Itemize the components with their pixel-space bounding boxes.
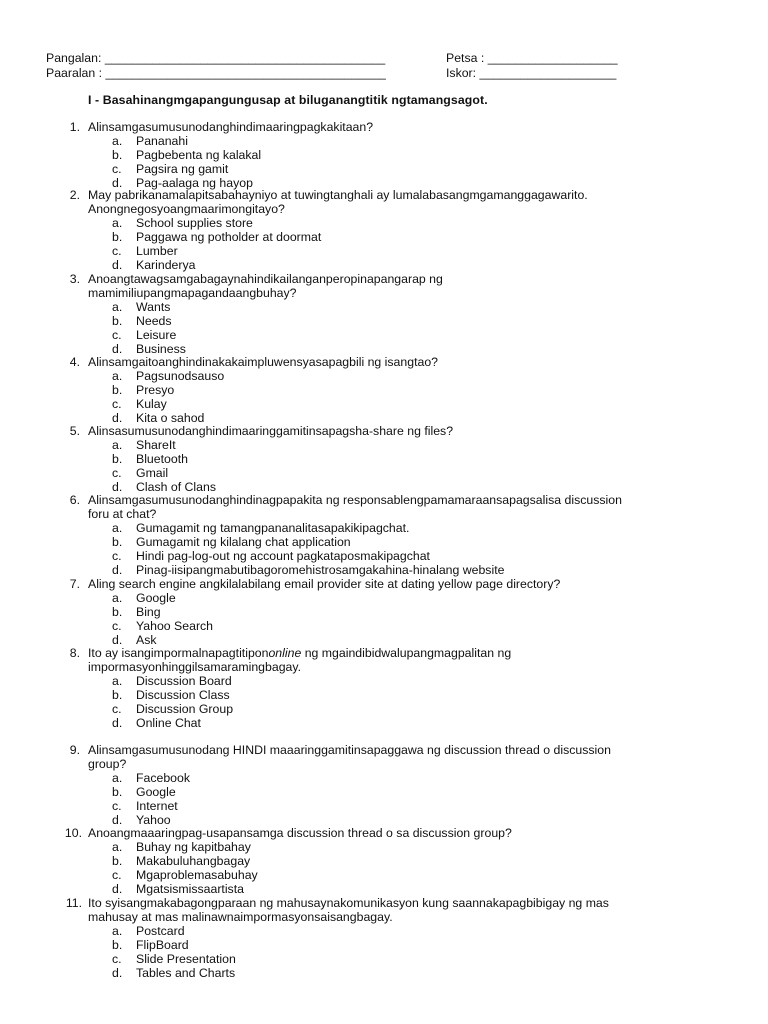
option-text: Discussion Class: [136, 688, 230, 702]
question-text-italic: online: [268, 646, 302, 660]
option-text: School supplies store: [136, 216, 253, 230]
answer-option[interactable]: [112, 480, 216, 494]
option-text: Slide Presentation: [136, 952, 236, 966]
option-letter: a.: [112, 840, 123, 854]
score-blank[interactable]: ____________________: [479, 66, 617, 80]
answer-option[interactable]: [112, 466, 168, 480]
option-letter: d.: [112, 882, 123, 896]
answer-option[interactable]: [112, 134, 188, 148]
option-text: Makabuluhangbagay: [136, 854, 251, 868]
answer-option[interactable]: [112, 771, 190, 785]
option-text: Buhay ng kapitbahay: [136, 840, 251, 854]
answer-option[interactable]: [112, 521, 409, 535]
question-text-part: Ito ay isangimpormalnapagtitipon: [88, 646, 269, 660]
option-text: Business: [136, 342, 186, 356]
option-text: Kita o sahod: [136, 411, 205, 425]
name-blank[interactable]: _________________________________________: [104, 51, 386, 65]
answer-option[interactable]: [112, 535, 351, 549]
answer-option[interactable]: [112, 549, 430, 563]
question-text: impormasyonhinggilsamaramingbagay.: [88, 660, 302, 674]
answer-option[interactable]: [112, 882, 244, 896]
answer-option[interactable]: [112, 369, 224, 383]
answer-option[interactable]: [112, 438, 176, 452]
option-text: Discussion Group: [136, 702, 234, 716]
answer-option[interactable]: [112, 840, 251, 854]
question-text: [88, 646, 511, 660]
option-letter: a.: [112, 369, 123, 383]
answer-option[interactable]: [112, 702, 233, 716]
option-text: Gmail: [136, 466, 169, 480]
option-text: Bing: [136, 605, 161, 619]
option-letter: d.: [112, 633, 123, 647]
option-text: Mgatsismissaartista: [136, 882, 244, 896]
answer-option[interactable]: [112, 966, 235, 980]
date-row: [446, 51, 618, 65]
option-letter: d.: [112, 258, 123, 272]
instructions-heading: I - Basahinangmgapangungusap at biluganangtitik ngtamangsagot.: [88, 93, 488, 107]
option-text: Mgaproblemasabuhay: [136, 868, 258, 882]
option-text: Discussion Board: [136, 674, 232, 688]
answer-option[interactable]: [112, 314, 172, 328]
answer-option[interactable]: [112, 452, 188, 466]
option-letter: c.: [112, 397, 122, 411]
answer-option[interactable]: [112, 411, 204, 425]
option-letter: d.: [112, 813, 123, 827]
answer-option[interactable]: [112, 162, 228, 176]
question-number: 10.: [64, 826, 82, 840]
option-letter: b.: [112, 383, 123, 397]
option-letter: c.: [112, 799, 122, 813]
option-letter: a.: [112, 134, 123, 148]
name-row: [46, 51, 385, 66]
option-text: Wants: [136, 300, 171, 314]
question-text: Alinsamgasumusunodanghindinagpapakita ng responsablengpamamaraansapagsalisa discussion: [88, 493, 622, 507]
option-text: Yahoo: [136, 813, 171, 827]
question-number: 5.: [69, 424, 80, 438]
question-text: Alinsamgasumusunodanghindimaaringpagkakitaan?: [88, 120, 374, 134]
answer-option[interactable]: [112, 924, 185, 938]
option-text: ShareIt: [136, 438, 176, 452]
question-text-part: ng mgaindibidwalupangmagpalitan ng: [301, 646, 512, 660]
option-text: Pagsunodsauso: [136, 369, 225, 383]
option-letter: c.: [112, 702, 122, 716]
option-letter: b.: [112, 605, 123, 619]
option-text: Leisure: [136, 328, 177, 342]
option-text: Postcard: [136, 924, 185, 938]
question-number: 9.: [69, 743, 80, 757]
option-letter: c.: [112, 162, 122, 176]
answer-option[interactable]: [112, 799, 178, 813]
answer-option[interactable]: [112, 868, 258, 882]
question-text: Anoangmaaaringpag-usapansamga discussion thread o sa discussion group?: [88, 826, 512, 840]
question-number: 4.: [69, 355, 80, 369]
question-number: 1.: [69, 120, 80, 134]
option-letter: a.: [112, 438, 123, 452]
question-number: 7.: [69, 577, 80, 591]
answer-option[interactable]: [112, 854, 250, 868]
option-letter: b.: [112, 452, 123, 466]
question-text: mamimiliupangmapagandaangbuhay?: [88, 286, 297, 300]
option-text: Paggawa ng potholder at doormat: [136, 230, 322, 244]
option-text: Hindi pag-log-out ng account pagkataposmakipagchat: [136, 549, 430, 563]
option-letter: c.: [112, 328, 122, 342]
option-text: Bluetooth: [136, 452, 188, 466]
option-text: Online Chat: [136, 716, 201, 730]
option-letter: a.: [112, 771, 123, 785]
question-text: May pabrikanamalapitsabahayniyo at tuwingtanghali ay lumalabasangmgamanggagawarito.: [88, 188, 588, 202]
answer-option[interactable]: [112, 619, 213, 633]
answer-option[interactable]: [112, 716, 201, 730]
question-text: Ito syisangmakabagongparaan ng mahusaynakomunikasyon kung saannakapagbibigay ng mas: [88, 896, 609, 910]
option-letter: a.: [112, 300, 123, 314]
option-text: Lumber: [136, 244, 178, 258]
question-text: Alinsamgaitoanghindinakakaimpluwensyasapagbili ng isangtao?: [88, 355, 439, 369]
option-letter: c.: [112, 868, 122, 882]
option-text: Pag-aalaga ng hayop: [136, 176, 253, 190]
school-row: [46, 66, 386, 81]
score-row: [446, 66, 616, 80]
option-text: Needs: [136, 314, 172, 328]
date-label: Petsa :: [446, 51, 485, 65]
option-text: Karinderya: [136, 258, 196, 272]
option-text: Gumagamit ng kilalang chat application: [136, 535, 351, 549]
option-text: Google: [136, 785, 176, 799]
answer-option[interactable]: [112, 785, 176, 799]
answer-option[interactable]: [112, 813, 171, 827]
option-letter: b.: [112, 854, 123, 868]
date-blank[interactable]: ___________________: [487, 51, 618, 65]
question-number: 6.: [69, 493, 80, 507]
option-letter: c.: [112, 244, 122, 258]
question-number: 11.: [65, 896, 82, 910]
option-letter: a.: [112, 591, 123, 605]
option-letter: b.: [112, 148, 123, 162]
question-text: mahusay at mas malinawnaimpormasyonsaisangbagay.: [88, 910, 393, 924]
question-text: group?: [88, 757, 127, 771]
option-text: Yahoo Search: [136, 619, 214, 633]
option-letter: d.: [112, 966, 123, 980]
question-text: Anongnegosyoangmaarimongitayo?: [88, 202, 285, 216]
question-text: Anoangtawagsamgabagaynahindikailanganperopinapangarap ng: [88, 272, 443, 286]
school-blank[interactable]: _________________________________________: [105, 66, 386, 80]
answer-option[interactable]: [112, 244, 178, 258]
answer-option[interactable]: [112, 938, 189, 952]
answer-option[interactable]: [112, 674, 232, 688]
option-text: Pagbebenta ng kalakal: [136, 148, 262, 162]
answer-option[interactable]: [112, 952, 236, 966]
answer-option[interactable]: [112, 300, 170, 314]
option-letter: b.: [112, 314, 123, 328]
option-text: Tables and Charts: [136, 966, 236, 980]
score-label: Iskor:: [446, 66, 477, 80]
option-letter: d.: [112, 411, 123, 425]
question-number: 8.: [69, 646, 80, 660]
answer-option[interactable]: [112, 605, 161, 619]
option-letter: b.: [112, 785, 123, 799]
answer-option[interactable]: [112, 216, 253, 230]
question-number: 2.: [69, 188, 80, 202]
option-text: Facebook: [136, 771, 191, 785]
option-letter: b.: [112, 688, 123, 702]
answer-option[interactable]: [112, 383, 174, 397]
option-letter: a.: [112, 674, 123, 688]
question-text: Alinsamgasumusunodang HINDI maaaringgamitinsapaggawa ng discussion thread o discussion: [88, 743, 611, 757]
option-text: FlipBoard: [136, 938, 189, 952]
option-letter: c.: [112, 619, 122, 633]
name-label: Pangalan:: [46, 51, 102, 65]
answer-option[interactable]: [112, 563, 504, 577]
option-letter: d.: [112, 480, 123, 494]
answer-option[interactable]: [112, 230, 321, 244]
answer-option[interactable]: [112, 328, 176, 342]
option-letter: a.: [112, 216, 123, 230]
option-letter: b.: [112, 938, 123, 952]
answer-option[interactable]: [112, 258, 195, 272]
option-letter: c.: [112, 952, 122, 966]
option-letter: d.: [112, 716, 123, 730]
option-letter: d.: [112, 176, 123, 190]
option-letter: b.: [112, 230, 123, 244]
answer-option[interactable]: [112, 342, 186, 356]
option-letter: b.: [112, 535, 123, 549]
option-letter: c.: [112, 466, 122, 480]
question-text: foru at chat?: [88, 507, 157, 521]
answer-option[interactable]: [112, 633, 157, 647]
option-letter: a.: [112, 924, 123, 938]
school-label: Paaralan :: [46, 66, 103, 80]
option-text: Clash of Clans: [136, 480, 216, 494]
option-letter: a.: [112, 521, 123, 535]
answer-option[interactable]: [112, 591, 176, 605]
option-text: Pagsira ng gamit: [136, 162, 229, 176]
option-text: Internet: [136, 799, 178, 813]
question-number: 3.: [69, 272, 80, 286]
option-letter: c.: [112, 549, 122, 563]
option-text: Ask: [136, 633, 157, 647]
option-text: Pinag-iisipangmabutibagoromehistrosamgakahina-hinalang website: [136, 563, 505, 577]
question-text: Alinsasumusunodanghindimaaringgamitinsapagsha-share ng files?: [88, 424, 454, 438]
question-text: Aling search engine angkilalabilang email provider site at dating yellow page directory?: [88, 577, 561, 591]
option-text: Kulay: [136, 397, 167, 411]
option-letter: d.: [112, 563, 123, 577]
answer-option[interactable]: [112, 148, 261, 162]
answer-option[interactable]: [112, 397, 167, 411]
option-text: Pananahi: [136, 134, 188, 148]
option-text: Gumagamit ng tamangpananalitasapakikipagchat.: [136, 521, 410, 535]
option-text: Google: [136, 591, 176, 605]
answer-option[interactable]: [112, 688, 230, 702]
option-text: Presyo: [136, 383, 175, 397]
option-letter: d.: [112, 342, 123, 356]
